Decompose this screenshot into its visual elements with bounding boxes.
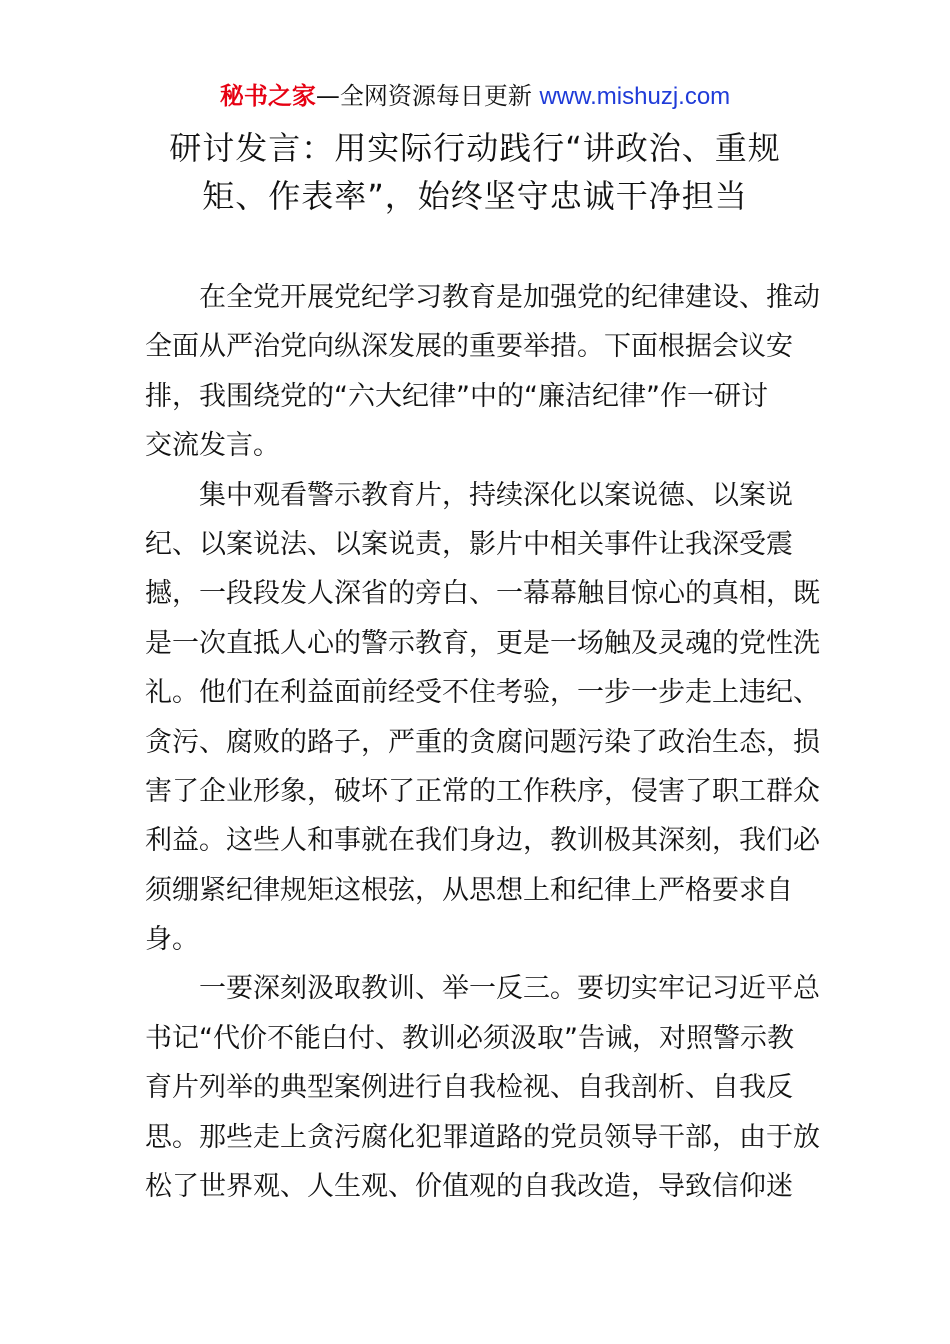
paragraph-line: 松了世界观、人生观、价值观的自我改造，导致信仰迷: [145, 1171, 793, 1203]
paragraph-line: 利益。这些人和事就在我们身边，教训极其深刻，我们必: [145, 825, 820, 857]
paragraph-line: 在全党开展党纪学习教育是加强党的纪律建设、推动: [199, 282, 820, 313]
paragraph-line: 贪污、腐败的路子，严重的贪腐问题污染了政治生态，损: [145, 726, 820, 758]
paragraph-line: 是一次直抵人心的警示教育，更是一场触及灵魂的党性洗: [145, 627, 820, 659]
page-header: [0, 80, 950, 113]
paragraph-line: 排，我围绕党的“六大纪律”中的“廉洁纪律”作一研讨: [145, 380, 768, 412]
paragraph-line: 育片列举的典型案例进行自我检视、自我剖析、自我反: [145, 1072, 793, 1104]
document-body: [145, 273, 820, 1211]
paragraph-line: 全面从严治党向纵深发展的重要举措。下面根据会议安: [145, 331, 793, 363]
paragraph-line: 礼。他们在利益面前经受不住考验，一步一步走上违纪、: [145, 677, 820, 709]
paragraph-line: 撼，一段段发人深省的旁白、一幕幕触目惊心的真相，既: [145, 578, 820, 610]
paragraph-line: 纪、以案说法、以案说责，影片中相关事件让我深受震: [145, 528, 793, 560]
paragraph-line: 交流发言。: [145, 430, 280, 462]
paragraph-line: 集中观看警示教育片，持续深化以案说德、以案说: [199, 479, 793, 511]
title-line-2: 矩、作表率”，始终坚守忠诚干净担当: [202, 177, 748, 215]
paragraph-line: 须绷紧纪律规矩这根弦，从思想上和纪律上严格要求自: [145, 874, 793, 906]
paragraph-line: 一要深刻汲取教训、举一反三。要切实牢记习近平总: [199, 973, 820, 1005]
brand-name: 秘书之家: [219, 82, 316, 110]
paragraph-line: 书记“代价不能白付、教训必须汲取”告诫，对照警示教: [145, 1022, 794, 1054]
paragraph-line: 身。: [145, 924, 199, 956]
header-tagline: —全网资源每日更新: [315, 82, 540, 110]
document-title: [145, 124, 805, 220]
title-line-1: 研讨发言：用实际行动践行“讲政治、重规: [169, 129, 781, 167]
paragraph-line: 思。那些走上贪污腐化犯罪道路的党员领导干部，由于放: [145, 1121, 820, 1153]
paragraph-line: 害了企业形象，破坏了正常的工作秩序，侵害了职工群众: [145, 775, 820, 807]
site-url-link[interactable]: www.mishuzj.com: [539, 83, 731, 110]
